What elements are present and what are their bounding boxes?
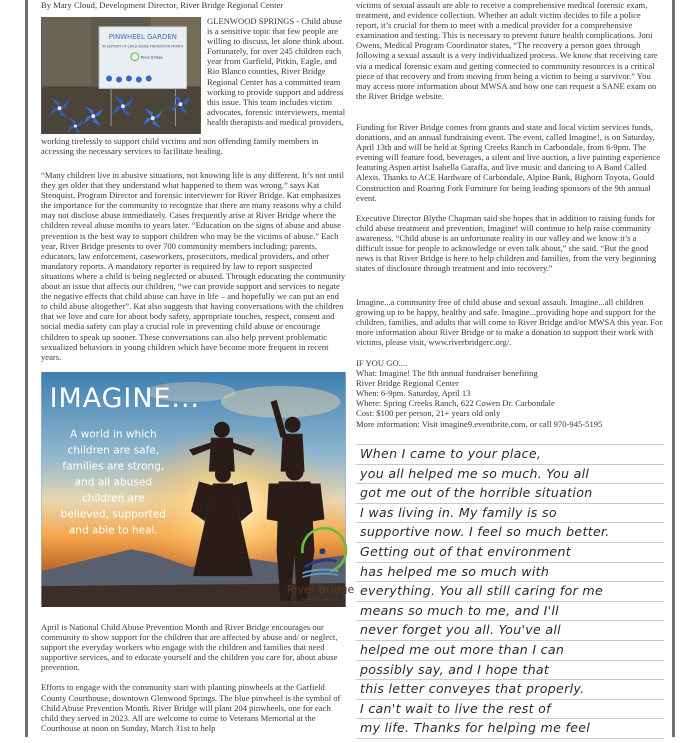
ruled-line: [356, 503, 664, 504]
funding-paragraph: Funding for River Bridge comes from grants and state and local victim services funds, donations, and an annual fundraising event. The event, called Imagine!, is on Saturday, April 13th and will be held at Spring Creeks Ranch in Carbondale, from 6-9pm. The evening will feature food, beverages, a silent and live auction, a live painting experience featuring Aspen artist Isabella Garaffa, and live music and dancing to A Band Called Alexis. Thanks to ACE Hardware of Carbondale, Alpine Bank, Bighorn Toyota, Gould Construction and Roaring Fork Furniture for being leading sponsors of the 9th annual event.: [356, 122, 661, 203]
sign-subtitle-text: IN SUPPORT OF CHILD ABUSE PREVENTION MONTH: [102, 44, 184, 49]
left-column: [41, 0, 355, 737]
ruled-line: [356, 464, 664, 465]
letter-line: my life. Thanks for helping me feel: [360, 720, 591, 736]
poster-line: children are safe,: [67, 444, 160, 457]
letter-line: I can't wait to live the rest of: [360, 700, 551, 716]
pinwheel-garden-illustration: [41, 17, 201, 134]
sign-logo-text: River Bridge: [140, 55, 163, 60]
prevention-month-paragraph: April is National Child Abuse Prevention Month and River Bridge encourages our community to show support for the children that are affected by abuse and/ or neglect, support the everyday workers who engage with the children and families that need supportive services, and to educate yourself and the children you care for, about abuse prevention.: [41, 622, 338, 673]
ruled-line: [356, 679, 664, 680]
if-you-go-what: What: Imagine! The 8th annual fundraiser benefiting: [356, 368, 538, 379]
ruled-line: [356, 601, 664, 602]
ruled-line: [356, 738, 664, 739]
letter-line: I was living in. My family is so: [360, 504, 557, 520]
poster-line: children are: [81, 492, 145, 505]
poster-line: believed, supported: [60, 508, 167, 521]
letter-line: you all helped me so much. You all: [360, 465, 590, 481]
intro-paragraph: GLENWOOD SPRINGS - Child abuse is a sensitive topic that few people are willing to discuss, let alone think about. Fortunately, for over 245 children each year from Garfield, Pitkin, Eagle, and Rio Blanco counties, River Bridge Regional Center has a committed team working to provide support and address this issue. This team includes victim advocates, forensic interviewers, mental health therapists and medical providers,: [207, 16, 346, 127]
poster-line: and all abused: [74, 476, 153, 489]
right-column: [356, 0, 664, 737]
ruled-line: [356, 699, 664, 700]
ruled-line: [356, 718, 664, 719]
letter-line: possibly say, and I hope that: [360, 661, 550, 677]
chapman-paragraph: Executive Director Blythe Chapman said she hopes that in addition to raising funds for child abuse treatment and prevention, Imagine! will continue to help raise community awareness. “Child abuse is an unfortunate reality in our valley and we know it’s a difficult issue for people to acknowledge or even talk about,” she said. “But the good news is that River Bridge is here to help children and families, from the very beginning states of disclosure through treatment and into recovery.”: [356, 213, 657, 274]
sign-title-text: PINWHEEL GARDEN: [108, 32, 177, 41]
letter-line: has helped me so much with: [360, 563, 550, 579]
letter-line: Getting out of that environment: [360, 544, 571, 559]
letter-line: this letter conveyes that properly.: [360, 681, 585, 697]
mwsa-paragraph: victims of sexual assault are able to receive a comprehensive medical forensic exam, treatment, and evidence collection. Whether an adult victim decides to file a police report, it’s crucial for them to meet with a medical provider for a comprehensive examination and testing. This is necessary to prevent future health complications. Joni Owens, Medical Program Coordinator states, “The recovery a person goes through following a sexual assault is a very individualized process. We know that receiving care via a medical forensic exam and getting connected to community resources is a critical piece of that recovery and from moving from being a victim to being a survivor.” You may access more information about MWSA and how one can request a SANE exam on the River Bridge website.: [356, 0, 658, 101]
ruled-line: [356, 483, 664, 484]
byline: By Mary Cloud, Development Director, River Bridge Regional Center: [41, 0, 284, 10]
letter-line: helped me out more than I can: [360, 642, 565, 657]
if-you-go-heading: IF YOU GO....: [356, 358, 408, 368]
poster-headline: IMAGINE...: [49, 382, 201, 414]
ruled-line: [356, 660, 664, 661]
imagine-poster: [41, 372, 355, 607]
letter-line: When I came to your place,: [360, 446, 542, 461]
letter-line: everything. You all still caring for me: [360, 583, 604, 599]
if-you-go-info: More information: Visit imagine9.eventbrite.com, or call 970-945-5195: [356, 418, 603, 429]
if-you-go-what-cont: River Bridge Regional Center: [356, 378, 459, 389]
poster-line: A world in which: [70, 428, 157, 441]
imagine-poster-art: [41, 372, 355, 607]
poster-message: [61, 429, 166, 537]
pinwheel-garden-photo: [41, 17, 201, 134]
letter-line: got me out of the horrible situation: [360, 485, 593, 501]
if-you-go-cost: Cost: $100 per person, 21+ years old only: [356, 408, 501, 419]
ruled-line: [356, 562, 664, 563]
letter-line: never forget you all. You've all: [360, 622, 561, 638]
logo-name: River Bridge: [286, 583, 355, 597]
ruled-line: [356, 522, 664, 523]
poster-line: families are strong,: [62, 460, 165, 473]
if-you-go-box: [356, 358, 664, 429]
letter-line: supportive now. I feel so much better.: [360, 524, 610, 540]
imagine-paragraph: Imagine...a community free of child abuse and sexual assault. Imagine...all children growing up to be happy, healthy and safe. Imagine...providing hope and support for the children, families, and adults that will come to River Bridge and/or MWSA this year. For more information about River Bridge or to make a donation to support their work with victims, please visit, www.riverbridgerc.org/.: [356, 297, 663, 348]
handwritten-letter: [356, 441, 664, 737]
if-you-go-where: Where: Spring Creeks Ranch, 622 Cowen Dr. Carbondale: [356, 398, 555, 409]
ruled-line: [356, 581, 664, 582]
if-you-go-when: When: 6-9pm. Saturday, April 13: [356, 388, 471, 399]
left-column-lower: [41, 622, 347, 743]
letter-line: means so much to me, and I'll: [360, 602, 559, 618]
poster-line: and able to heal.: [68, 524, 158, 537]
pinwheels-paragraph: Efforts to engage with the community start with planting pinwheels at the Garfield County Courthouse, downtown Glenwood Springs. The blue pinwheel is the symbol of Child Abuse Prevention Month. River Bridge will plant 204 pinwheels, one for each child they served in 2023. All are welcome to come to Veterans Memorial at the Courthouse at noon on Sunday, March 31st to help: [41, 682, 341, 733]
page-border-left: [25, 0, 28, 737]
page-border-right: [672, 0, 675, 737]
intro-paragraph-tail: working tirelessly to support child victims and non offending family members in accessing the necessary services to facilitate healing.: [41, 136, 319, 157]
ruled-line: [356, 620, 664, 621]
ruled-line: [356, 444, 664, 445]
logo-subtitle: Regional Center Inc.: [300, 597, 341, 603]
ruled-line: [356, 542, 664, 543]
ruled-line: [356, 640, 664, 641]
stenquist-paragraph: “Many children live in abusive situations, not knowing life is any different. It’s not until they get older that they understand what happened to them was wrong.” says Kat Stenquist, Program Director and forensic interviewer for River Bridge. Kat emphasizes the importance for the community to recognize that there are many reasons why a child may not disclose abuse immediately. Cases frequently arise at River Bridge where the children reveal abuse months to years later. “Education on the signs of abuse and abuse prevention is the best way to support children who may be the victims of abuse.” Each year, River Bridge presents to over 700 community members including: parents, educators, law enforcement, caseworkers, prosecutors, medical providers, and other mandatory reports. A mandatory reporter is required by law to report suspected situations where a child is being neglected or abused. Through educating the community about an issue that affects our children, “we can provide support and services to negate the negative effects that child abuse can have in life – and hopefully we can put an end to child abuse altogether”. Kat also suggests that having conversations with the children that we love and care for about body safety, appropriate touches, respect, consent and social media safety can play a crucial role in preventing child abuse or encourage children to speak up sooner. These conversations can also help prevent problematic sexualized behaviors in young children which have become more frequent in recent years.: [41, 170, 346, 362]
